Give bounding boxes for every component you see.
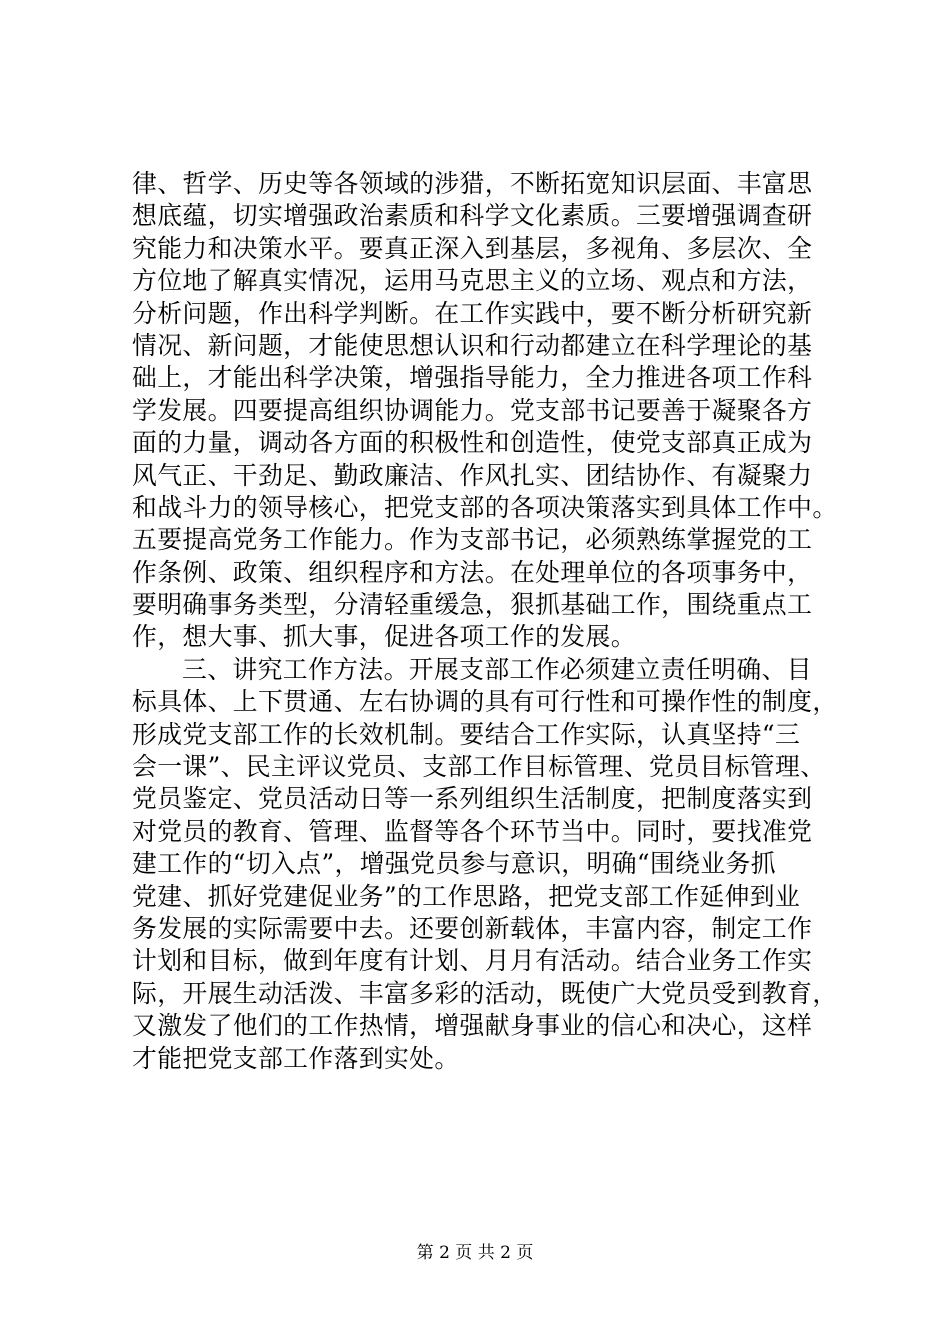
text-line: 作，想大事、抓大事，促进各项工作的发展。 bbox=[132, 622, 636, 652]
text-line: 务发展的实际需要中去。还要创新载体，丰富内容，制定工作 bbox=[132, 913, 813, 943]
text-line: 会一课”、民主评议党员、支部工作目标管理、党员目标管理、 bbox=[132, 752, 826, 782]
text-line: 形成党支部工作的长效机制。要结合工作实际，认真坚持“三 bbox=[132, 719, 801, 749]
text-line: 建工作的“切入点”，增强党员参与意识，明确“围绕业务抓 bbox=[132, 849, 776, 879]
text-line: 党建、抓好党建促业务”的工作思路，把党支部工作延伸到业 bbox=[132, 881, 801, 911]
text-line: 计划和目标，做到年度有计划、月月有活动。结合业务工作实 bbox=[132, 946, 813, 976]
text-line: 面的力量，调动各方面的积极性和创造性，使党支部真正成为 bbox=[132, 428, 813, 458]
text-line: 际，开展生动活泼、丰富多彩的活动，既使广大党员受到教育， bbox=[132, 978, 838, 1008]
body-text bbox=[132, 168, 838, 1075]
text-line: 标具体、上下贯通、左右协调的具有可行性和可操作性的制度， bbox=[132, 687, 838, 717]
text-line: 律、哲学、历史等各领域的涉猎，不断拓宽知识层面、丰富思 bbox=[132, 169, 813, 198]
text-line: 又激发了他们的工作热情，增强献身事业的信心和决心，这样 bbox=[132, 1011, 813, 1041]
page-number-footer: 第 2 页 共 2 页 bbox=[416, 1243, 534, 1263]
text-line: 风气正、干劲足、勤政廉洁、作风扎实、团结协作、有凝聚力 bbox=[132, 460, 813, 490]
text-line: 分析问题，作出科学判断。在工作实践中，要不断分析研究新 bbox=[132, 298, 813, 328]
text-line: 和战斗力的领导核心，把党支部的各项决策落实到具体工作中。 bbox=[132, 492, 838, 522]
text-line: 想底蕴，切实增强政治素质和科学文化素质。三要增强调查研 bbox=[132, 201, 813, 231]
text-line: 五要提高党务工作能力。作为支部书记，必须熟练掌握党的工 bbox=[132, 525, 813, 555]
text-line: 党员鉴定、党员活动日等一系列组织生活制度，把制度落实到 bbox=[132, 784, 813, 814]
text-line: 才能把党支部工作落到实处。 bbox=[132, 1043, 460, 1073]
text-line: 方位地了解真实情况，运用马克思主义的立场、观点和方法， bbox=[132, 266, 813, 296]
text-line: 究能力和决策水平。要真正深入到基层，多视角、多层次、全 bbox=[132, 233, 813, 263]
text-line: 对党员的教育、管理、监督等各个环节当中。同时，要找准党 bbox=[132, 816, 813, 846]
text-line: 作条例、政策、组织程序和方法。在处理单位的各项事务中， bbox=[132, 557, 813, 587]
text-line: 要明确事务类型，分清轻重缓急，狠抓基础工作，围绕重点工 bbox=[132, 590, 813, 620]
text-line: 情况、新问题，才能使思想认识和行动都建立在科学理论的基 bbox=[132, 330, 813, 360]
text-line: 学发展。四要提高组织协调能力。党支部书记要善于凝聚各方 bbox=[132, 395, 813, 425]
paragraph-start-line: 三、讲究工作方法。开展支部工作必须建立责任明确、目 bbox=[182, 654, 812, 684]
text-line: 础上，才能出科学决策，增强指导能力，全力推进各项工作科 bbox=[132, 363, 813, 393]
